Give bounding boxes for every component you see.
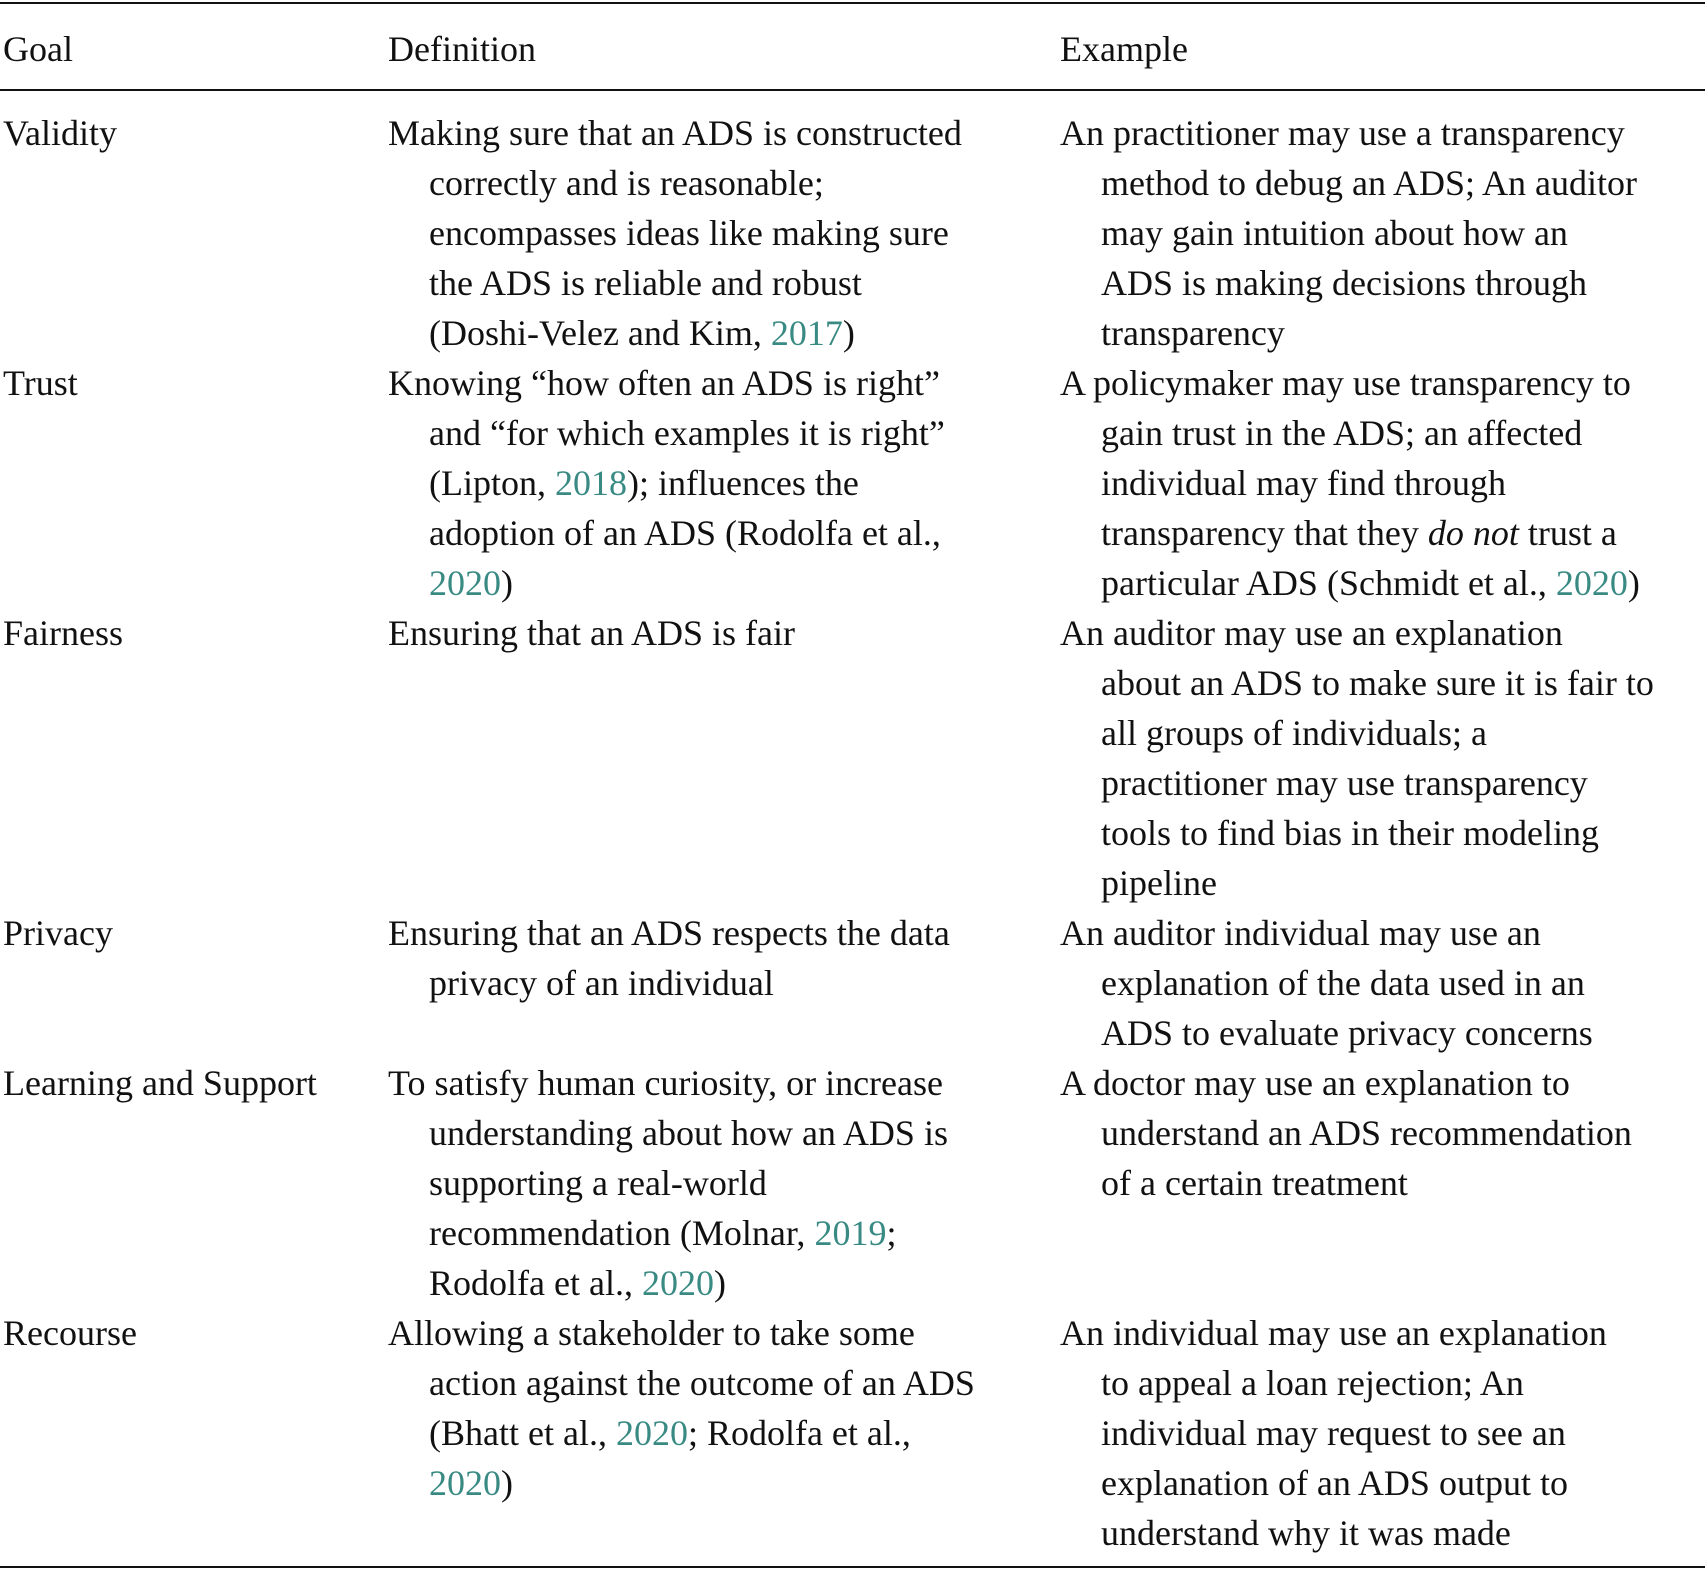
goal-label: Fairness	[3, 613, 123, 653]
goal-label: Trust	[3, 363, 78, 403]
text-line	[1060, 308, 1637, 358]
goal-label: Recourse	[3, 1313, 137, 1353]
text-line	[1060, 758, 1654, 808]
text-line	[1060, 958, 1593, 1008]
text-line	[1060, 358, 1640, 408]
definition-cell	[388, 1308, 975, 1508]
text-segment: To satisfy human curiosity, or increase	[388, 1063, 943, 1103]
text-segment: transparency that they	[1101, 513, 1428, 553]
goal-cell	[3, 908, 113, 958]
example-cell	[1060, 358, 1640, 608]
text-line	[388, 1358, 975, 1408]
text-line	[388, 258, 962, 308]
example-cell	[1060, 108, 1637, 358]
text-line	[388, 208, 962, 258]
text-line	[388, 608, 795, 658]
text-line	[1060, 708, 1654, 758]
text-segment: )	[713, 1263, 726, 1303]
text-line	[1060, 858, 1654, 908]
text-line	[1060, 1108, 1632, 1158]
definition-cell	[388, 358, 945, 608]
header-rule	[0, 89, 1705, 91]
text-line	[1060, 1008, 1593, 1058]
text-segment: Knowing “how often an ADS is right”	[388, 363, 940, 403]
text-segment: ADS is making decisions through	[1101, 263, 1587, 303]
top-rule	[0, 2, 1705, 4]
citation-year[interactable]: 2020	[429, 1463, 501, 1503]
text-line	[388, 1408, 975, 1458]
text-segment: do not	[1427, 513, 1519, 553]
text-line	[388, 908, 950, 958]
text-segment: ADS to evaluate privacy concerns	[1101, 1013, 1593, 1053]
citation-year[interactable]: 2020	[641, 1263, 714, 1303]
text-segment: trust a	[1518, 513, 1617, 553]
text-segment: ); influences the	[626, 463, 859, 503]
text-segment: understand why it was made	[1101, 1513, 1511, 1553]
citation-year[interactable]: 2018	[554, 463, 627, 503]
goal-cell	[3, 108, 117, 158]
text-segment: )	[1627, 563, 1640, 603]
text-line	[388, 1108, 948, 1158]
text-segment: (Lipton,	[429, 463, 555, 503]
text-line	[388, 308, 962, 358]
text-segment: understand an ADS recommendation	[1101, 1113, 1632, 1153]
table-row	[0, 108, 1705, 358]
text-segment: practitioner may use transparency	[1101, 763, 1588, 803]
goal-label: Learning and Support	[3, 1063, 317, 1103]
text-line	[1060, 108, 1637, 158]
goal-cell	[3, 1308, 137, 1358]
example-cell	[1060, 608, 1654, 908]
header-definition: Definition	[388, 29, 536, 69]
text-segment: ;	[886, 1213, 897, 1253]
table-row	[0, 608, 1705, 908]
text-line	[1060, 208, 1637, 258]
goal-cell	[3, 1058, 317, 1108]
text-segment: ; Rodolfa et al.,	[687, 1413, 911, 1453]
table-row	[0, 1058, 1705, 1308]
text-line	[388, 1458, 975, 1508]
text-line	[388, 1208, 948, 1258]
text-segment: )	[501, 563, 513, 603]
definition-cell	[388, 108, 962, 358]
text-segment: method to debug an ADS; An auditor	[1101, 163, 1637, 203]
citation-year[interactable]: 2019	[814, 1213, 887, 1253]
text-line	[1060, 558, 1640, 608]
text-segment: supporting a real-world	[429, 1163, 767, 1203]
text-line	[388, 508, 945, 558]
table-row	[0, 908, 1705, 1058]
text-segment: Allowing a stakeholder to take some	[388, 1313, 915, 1353]
text-segment: An auditor individual may use an	[1060, 913, 1541, 953]
text-segment: individual may request to see an	[1101, 1413, 1566, 1453]
text-line	[388, 458, 945, 508]
table-row	[0, 358, 1705, 608]
text-segment: An auditor may use an explanation	[1060, 613, 1563, 653]
goal-label: Validity	[3, 113, 117, 153]
text-segment: transparency	[1101, 313, 1285, 353]
text-segment: privacy of an individual	[429, 963, 774, 1003]
example-cell	[1060, 1058, 1632, 1208]
text-line	[388, 958, 950, 1008]
text-segment: A policymaker may use transparency to	[1060, 363, 1631, 403]
citation-year[interactable]: 2017	[770, 313, 843, 353]
text-segment: )	[842, 313, 855, 353]
goal-cell	[3, 608, 123, 658]
text-segment: understanding about how an ADS is	[429, 1113, 948, 1153]
text-line	[1060, 1508, 1607, 1558]
text-segment: explanation of the data used in an	[1101, 963, 1585, 1003]
text-line	[1060, 158, 1637, 208]
bottom-rule	[0, 1566, 1705, 1568]
text-line	[388, 558, 945, 608]
header-goal: Goal	[3, 29, 73, 69]
text-segment: pipeline	[1101, 863, 1217, 903]
text-segment: (Bhatt et al.,	[429, 1413, 616, 1453]
text-line	[1060, 1358, 1607, 1408]
text-line	[388, 1158, 948, 1208]
text-line	[388, 1258, 948, 1308]
text-line	[388, 1308, 975, 1358]
definition-cell	[388, 608, 795, 658]
text-line	[388, 408, 945, 458]
text-segment: of a certain treatment	[1101, 1163, 1408, 1203]
text-segment: (Doshi-Velez and Kim,	[429, 313, 771, 353]
text-line	[1060, 458, 1640, 508]
goal-label: Privacy	[3, 913, 113, 953]
definition-cell	[388, 908, 950, 1008]
text-segment: An practitioner may use a transparency	[1060, 113, 1625, 153]
text-segment: recommendation (Molnar,	[429, 1213, 815, 1253]
text-segment: )	[501, 1463, 513, 1503]
text-line	[1060, 258, 1637, 308]
text-segment: encompasses ideas like making sure	[429, 213, 949, 253]
text-line	[1060, 808, 1654, 858]
text-segment: Ensuring that an ADS respects the data	[388, 913, 950, 953]
example-cell	[1060, 908, 1593, 1058]
text-segment: correctly and is reasonable;	[429, 163, 824, 203]
citation-year[interactable]: 2020	[429, 563, 501, 603]
definition-cell	[388, 1058, 948, 1308]
text-line	[1060, 908, 1593, 958]
text-segment: to appeal a loan rejection; An	[1101, 1363, 1524, 1403]
header-example: Example	[1060, 29, 1188, 69]
text-segment: adoption of an ADS (Rodolfa et al.,	[429, 513, 941, 553]
text-segment: the ADS is reliable and robust	[429, 263, 862, 303]
text-line	[388, 158, 962, 208]
text-segment: explanation of an ADS output to	[1101, 1463, 1568, 1503]
text-segment: Making sure that an ADS is constructed	[388, 113, 962, 153]
text-line	[1060, 508, 1640, 558]
text-segment: individual may find through	[1101, 463, 1506, 503]
text-segment: may gain intuition about how an	[1101, 213, 1568, 253]
text-line	[1060, 608, 1654, 658]
goal-cell	[3, 358, 78, 408]
citation-year[interactable]: 2020	[615, 1413, 688, 1453]
text-line	[1060, 408, 1640, 458]
text-line	[1060, 1458, 1607, 1508]
text-segment: action against the outcome of an ADS	[429, 1363, 975, 1403]
text-segment: and “for which examples it is right”	[429, 413, 945, 453]
text-segment: particular ADS (Schmidt et al.,	[1101, 563, 1556, 603]
text-line	[388, 108, 962, 158]
text-line	[1060, 1408, 1607, 1458]
text-segment: about an ADS to make sure it is fair to	[1101, 663, 1654, 703]
text-line	[1060, 1158, 1632, 1208]
text-segment: tools to find bias in their modeling	[1101, 813, 1599, 853]
text-segment: gain trust in the ADS; an affected	[1101, 413, 1583, 453]
example-cell	[1060, 1308, 1607, 1558]
table-body	[0, 108, 1705, 1558]
text-segment: Rodolfa et al.,	[429, 1263, 642, 1303]
text-line	[1060, 1308, 1607, 1358]
text-line	[1060, 658, 1654, 708]
text-line	[1060, 1058, 1632, 1108]
text-segment: all groups of individuals; a	[1101, 713, 1487, 753]
text-line	[388, 358, 945, 408]
text-line	[388, 1058, 948, 1108]
text-segment: An individual may use an explanation	[1060, 1313, 1607, 1353]
text-segment: A doctor may use an explanation to	[1060, 1063, 1570, 1103]
table-row	[0, 1308, 1705, 1558]
citation-year[interactable]: 2020	[1555, 563, 1628, 603]
text-segment: Ensuring that an ADS is fair	[388, 613, 795, 653]
